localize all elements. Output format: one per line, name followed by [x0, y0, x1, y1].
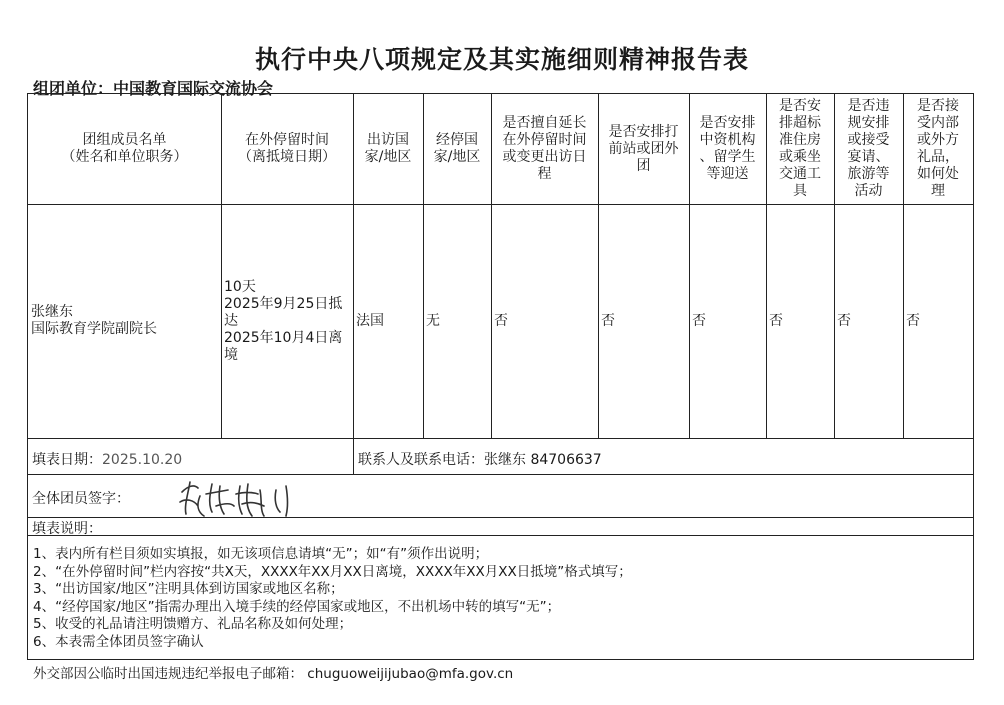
cell-advance: 否: [601, 312, 615, 329]
notes-title: 填表说明：: [32, 521, 102, 537]
handwritten-signature: [176, 476, 316, 520]
cell-banquet: 否: [837, 312, 851, 329]
header-visit-country: 出访国 家/地区: [364, 132, 412, 165]
note-item: 2、“在外停留时间”栏内容按“共X天，XXXX年XX月XX日离境，XXXX年XX月XX日抵境”格式填写；: [33, 563, 632, 580]
header-banquet: 是否违 规安排 或接受 宴请、 旅游等 活动: [847, 98, 890, 199]
header-member: 团组成员名单 （姓名和单位职务）: [61, 132, 188, 165]
cell-member: 张继东 国际教育学院副院长: [31, 304, 157, 337]
notes-list: [33, 546, 632, 651]
report-email-footer: 外交部因公临时出国违规违纪举报电子邮箱： chuguoweijijubao@mfa.gov.cn: [33, 666, 514, 682]
header-transit: 经停国 家/地区: [433, 132, 481, 165]
cell-transit: 无: [426, 312, 440, 329]
note-item: 3、“出访国家/地区”注明具体到访国家或地区名称；: [33, 581, 344, 597]
fill-date-value: 2025.10.20: [102, 452, 183, 468]
header-reception: 是否安排 中资机构 、留学生 等迎送: [699, 115, 756, 182]
signature-label: 全体团员签字：: [32, 491, 130, 507]
organizer-name: 中国教育国际交流协会: [113, 79, 274, 98]
fill-date-label: 填表日期：: [32, 452, 102, 468]
cell-visit-country: 法国: [356, 312, 384, 329]
organizer-label: 组团单位：: [33, 79, 114, 98]
cell-reception: 否: [692, 312, 706, 329]
header-advance: 是否安排打 前站或团外 团: [608, 123, 679, 174]
note-item: 6、本表需全体团员签字确认: [33, 633, 204, 650]
cell-housing: 否: [769, 312, 783, 329]
note-item: 5、收受的礼品请注明馈赠方、礼品名称及如何处理；: [33, 616, 353, 632]
note-item: 4、“经停国家/地区”指需办理出入境手续的经停国家或地区，不出机场中转的填写“无”；: [33, 598, 561, 615]
cell-extend: 否: [494, 312, 508, 329]
note-item: 1、表内所有栏目须如实填报，如无该项信息请填“无”；如“有”须作出说明；: [33, 546, 489, 562]
contact-value: 张继东 84706637: [484, 452, 602, 468]
header-gifts: 是否接 受内部 或外方 礼品， 如何处 理: [917, 98, 959, 199]
cell-gifts: 否: [906, 312, 920, 329]
contact: [358, 449, 602, 469]
header-extend: 是否擅自延长 在外停留时间 或变更出访日 程: [502, 115, 587, 182]
contact-label: 联系人及联系电话：: [358, 452, 484, 468]
header-stay: 在外停留时间 （离抵境日期）: [238, 132, 336, 165]
fill-date: [32, 449, 182, 469]
report-title: 执行中央八项规定及其实施细则精神报告表: [254, 45, 749, 74]
cell-stay: 10天 2025年9月25日抵 达 2025年10月4日离 境: [224, 278, 343, 363]
header-housing: 是否安 排超标 准住房 或乘坐 交通工 具: [779, 98, 821, 199]
